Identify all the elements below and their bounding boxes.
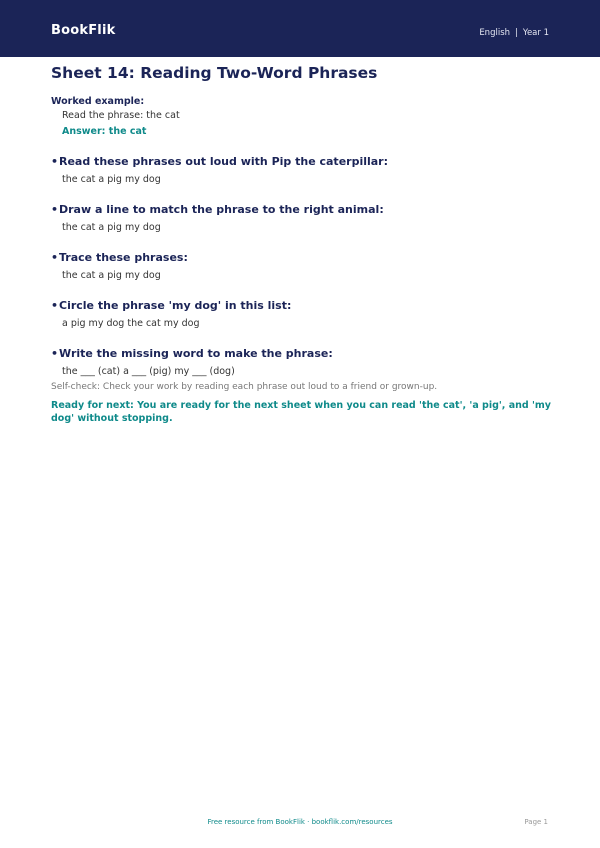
worksheet-content	[51, 95, 551, 425]
footer-source-link[interactable]: Free resource from BookFlik · bookflik.com/resources	[207, 818, 393, 826]
worked-example-prompt: Read the phrase: the cat	[62, 110, 180, 121]
bullet-icon: •	[51, 299, 59, 312]
subject-year-meta	[479, 28, 549, 38]
bullet-icon: •	[51, 347, 59, 360]
task-section	[51, 155, 551, 187]
task-text: a pig my dog the cat my dog	[62, 318, 200, 329]
bullet-icon: •	[51, 203, 59, 216]
subject-label: English	[479, 28, 511, 38]
task-heading	[51, 299, 551, 313]
task-section	[51, 251, 551, 283]
task-text: the cat a pig my dog	[62, 270, 161, 281]
task-text: the ___ (cat) a ___ (pig) my ___ (dog)	[62, 366, 235, 377]
task-heading	[51, 155, 551, 169]
brand-logo-text: BookFlik	[51, 23, 116, 38]
year-label: Year 1	[522, 28, 549, 38]
task-heading-text: Trace these phrases:	[59, 251, 188, 264]
task-section	[51, 203, 551, 235]
ready-for-next-note: Ready for next: You are ready for the next sheet when you can read 'the cat', 'a pig', and 'my dog' without stopping.	[51, 400, 551, 424]
worked-example	[51, 95, 551, 139]
task-section	[51, 347, 551, 379]
sheet-title: Sheet 14: Reading Two-Word Phrases	[51, 64, 378, 82]
task-heading-text: Circle the phrase 'my dog' in this list:	[59, 299, 292, 312]
self-check-note: Self-check: Check your work by reading each phrase out loud to a friend or grown-up.	[51, 382, 438, 392]
page-number: Page 1	[524, 818, 548, 826]
task-text: the cat a pig my dog	[62, 222, 161, 233]
task-heading	[51, 203, 551, 217]
task-heading-text: Read these phrases out loud with Pip the caterpillar:	[59, 155, 389, 168]
task-heading	[51, 347, 551, 361]
worked-example-body	[51, 109, 551, 139]
bullet-icon: •	[51, 155, 59, 168]
task-section	[51, 299, 551, 331]
bullet-icon: •	[51, 251, 59, 264]
task-heading-text: Write the missing word to make the phrase:	[59, 347, 333, 360]
task-text: the cat a pig my dog	[62, 174, 161, 185]
task-heading-text: Draw a line to match the phrase to the right animal:	[59, 203, 384, 216]
task-heading	[51, 251, 551, 265]
worked-example-label: Worked example:	[51, 96, 145, 107]
page-header	[0, 0, 600, 57]
worked-example-answer: Answer: the cat	[62, 126, 147, 137]
meta-separator: |	[515, 28, 518, 38]
